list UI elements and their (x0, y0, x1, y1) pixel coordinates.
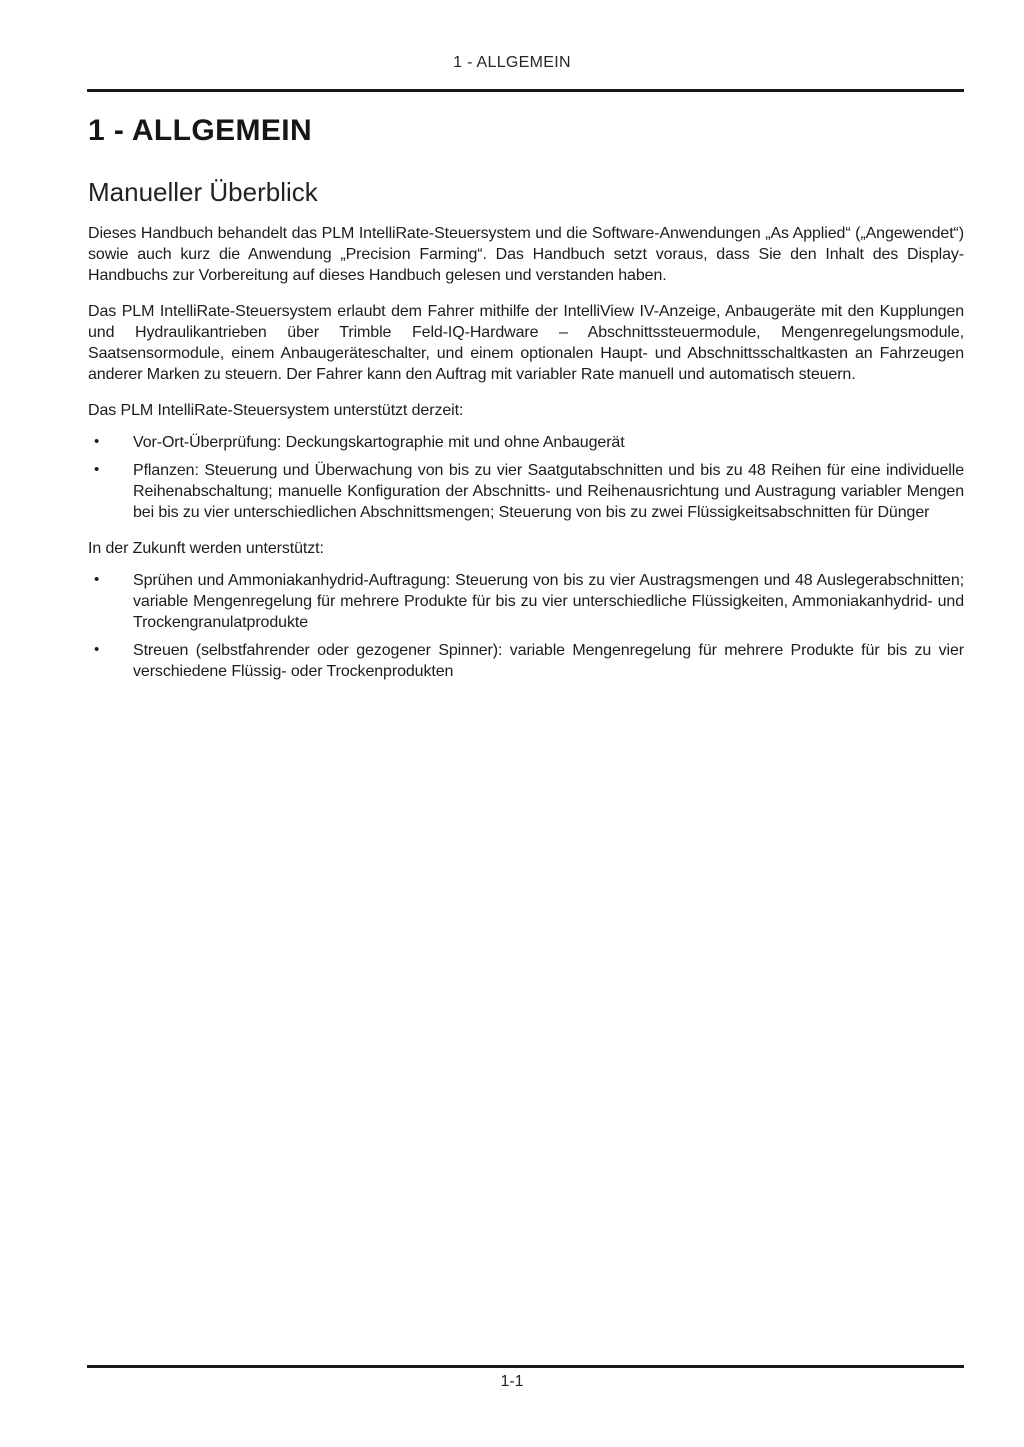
list-item-text: Pflanzen: Steuerung und Überwachung von bis zu vier Saatgutabschnitten und bis zu 48 Reihen für eine individuelle Reihenabschaltung; manuelle Konfiguration der Abschnitts- und Reihenausrichtung und Austragung variabler Mengen bei bis zu vier unterschiedlichen Abschnittsmengen; Steuerung von bis zu zwei Flüssigkeitsabschnitten für Dünger (133, 461, 964, 521)
list-item-text: Streuen (selbstfahrender oder gezogener Spinner): variable Mengenregelung für mehrere Produkte für bis zu vier verschiedene Flüssig- oder Trockenprodukten (133, 641, 964, 680)
running-header: 1 - ALLGEMEIN (453, 54, 571, 71)
list-item (88, 432, 964, 453)
bullet-icon: • (94, 432, 100, 450)
bullet-icon: • (94, 640, 100, 658)
bullet-icon: • (94, 460, 100, 478)
list-item-text: Sprühen und Ammoniakanhydrid-Auftragung: Steuerung von bis zu vier Austragsmengen und 48 Auslegerabschnitten; variable Mengenregelung für mehrere Produkte für bis zu vier unterschiedliche Flüssigkeiten, Ammoniakanhydrid- und Trockengranulatprodukte (133, 571, 964, 631)
chapter-title: 1 - ALLGEMEIN (88, 114, 313, 147)
paragraph-current-support-intro: Das PLM IntelliRate-Steuersystem unterstützt derzeit: (88, 401, 464, 419)
paragraph-system-description: Das PLM IntelliRate-Steuersystem erlaubt dem Fahrer mithilfe der IntelliView IV-Anzeige, Anbaugeräte mit den Kupplungen und Hydraulikantrieben über Trimble Feld-IQ-Hardware – Abschnittssteuermodule, Mengenregelungsmodule, Saatsensormodule, einem Anbaugeräteschalter, und einem optionalen Haupt- und Abschnittsschaltkasten an Fahrzeugen anderer Marken zu steuern. Der Fahrer kann den Auftrag mit variabler Rate manuell und automatisch steuern. (88, 302, 964, 383)
list-item (88, 640, 964, 682)
section-title: Manueller Überblick (88, 177, 318, 207)
page-number: 1-1 (500, 1373, 524, 1390)
list-item (88, 570, 964, 633)
list-item (88, 460, 964, 523)
list-item-text: Vor-Ort-Überprüfung: Deckungskartographie mit und ohne Anbaugerät (133, 433, 625, 451)
paragraph-future-support-intro: In der Zukunft werden unterstützt: (88, 539, 324, 557)
footer-rule (87, 1365, 964, 1368)
future-features-list (88, 570, 964, 682)
header-rule (87, 89, 964, 92)
current-features-list (88, 432, 964, 523)
bullet-icon: • (94, 570, 100, 588)
page-content (88, 106, 964, 682)
paragraph-intro: Dieses Handbuch behandelt das PLM IntelliRate-Steuersystem und die Software-Anwendungen „As Applied“ („Angewendet“) sowie auch kurz die Anwendung „Precision Farming“. Das Handbuch setzt voraus, dass Sie den Inhalt des Display-Handbuchs zur Vorbereitung auf dieses Handbuch gelesen und verstanden haben. (88, 224, 964, 284)
